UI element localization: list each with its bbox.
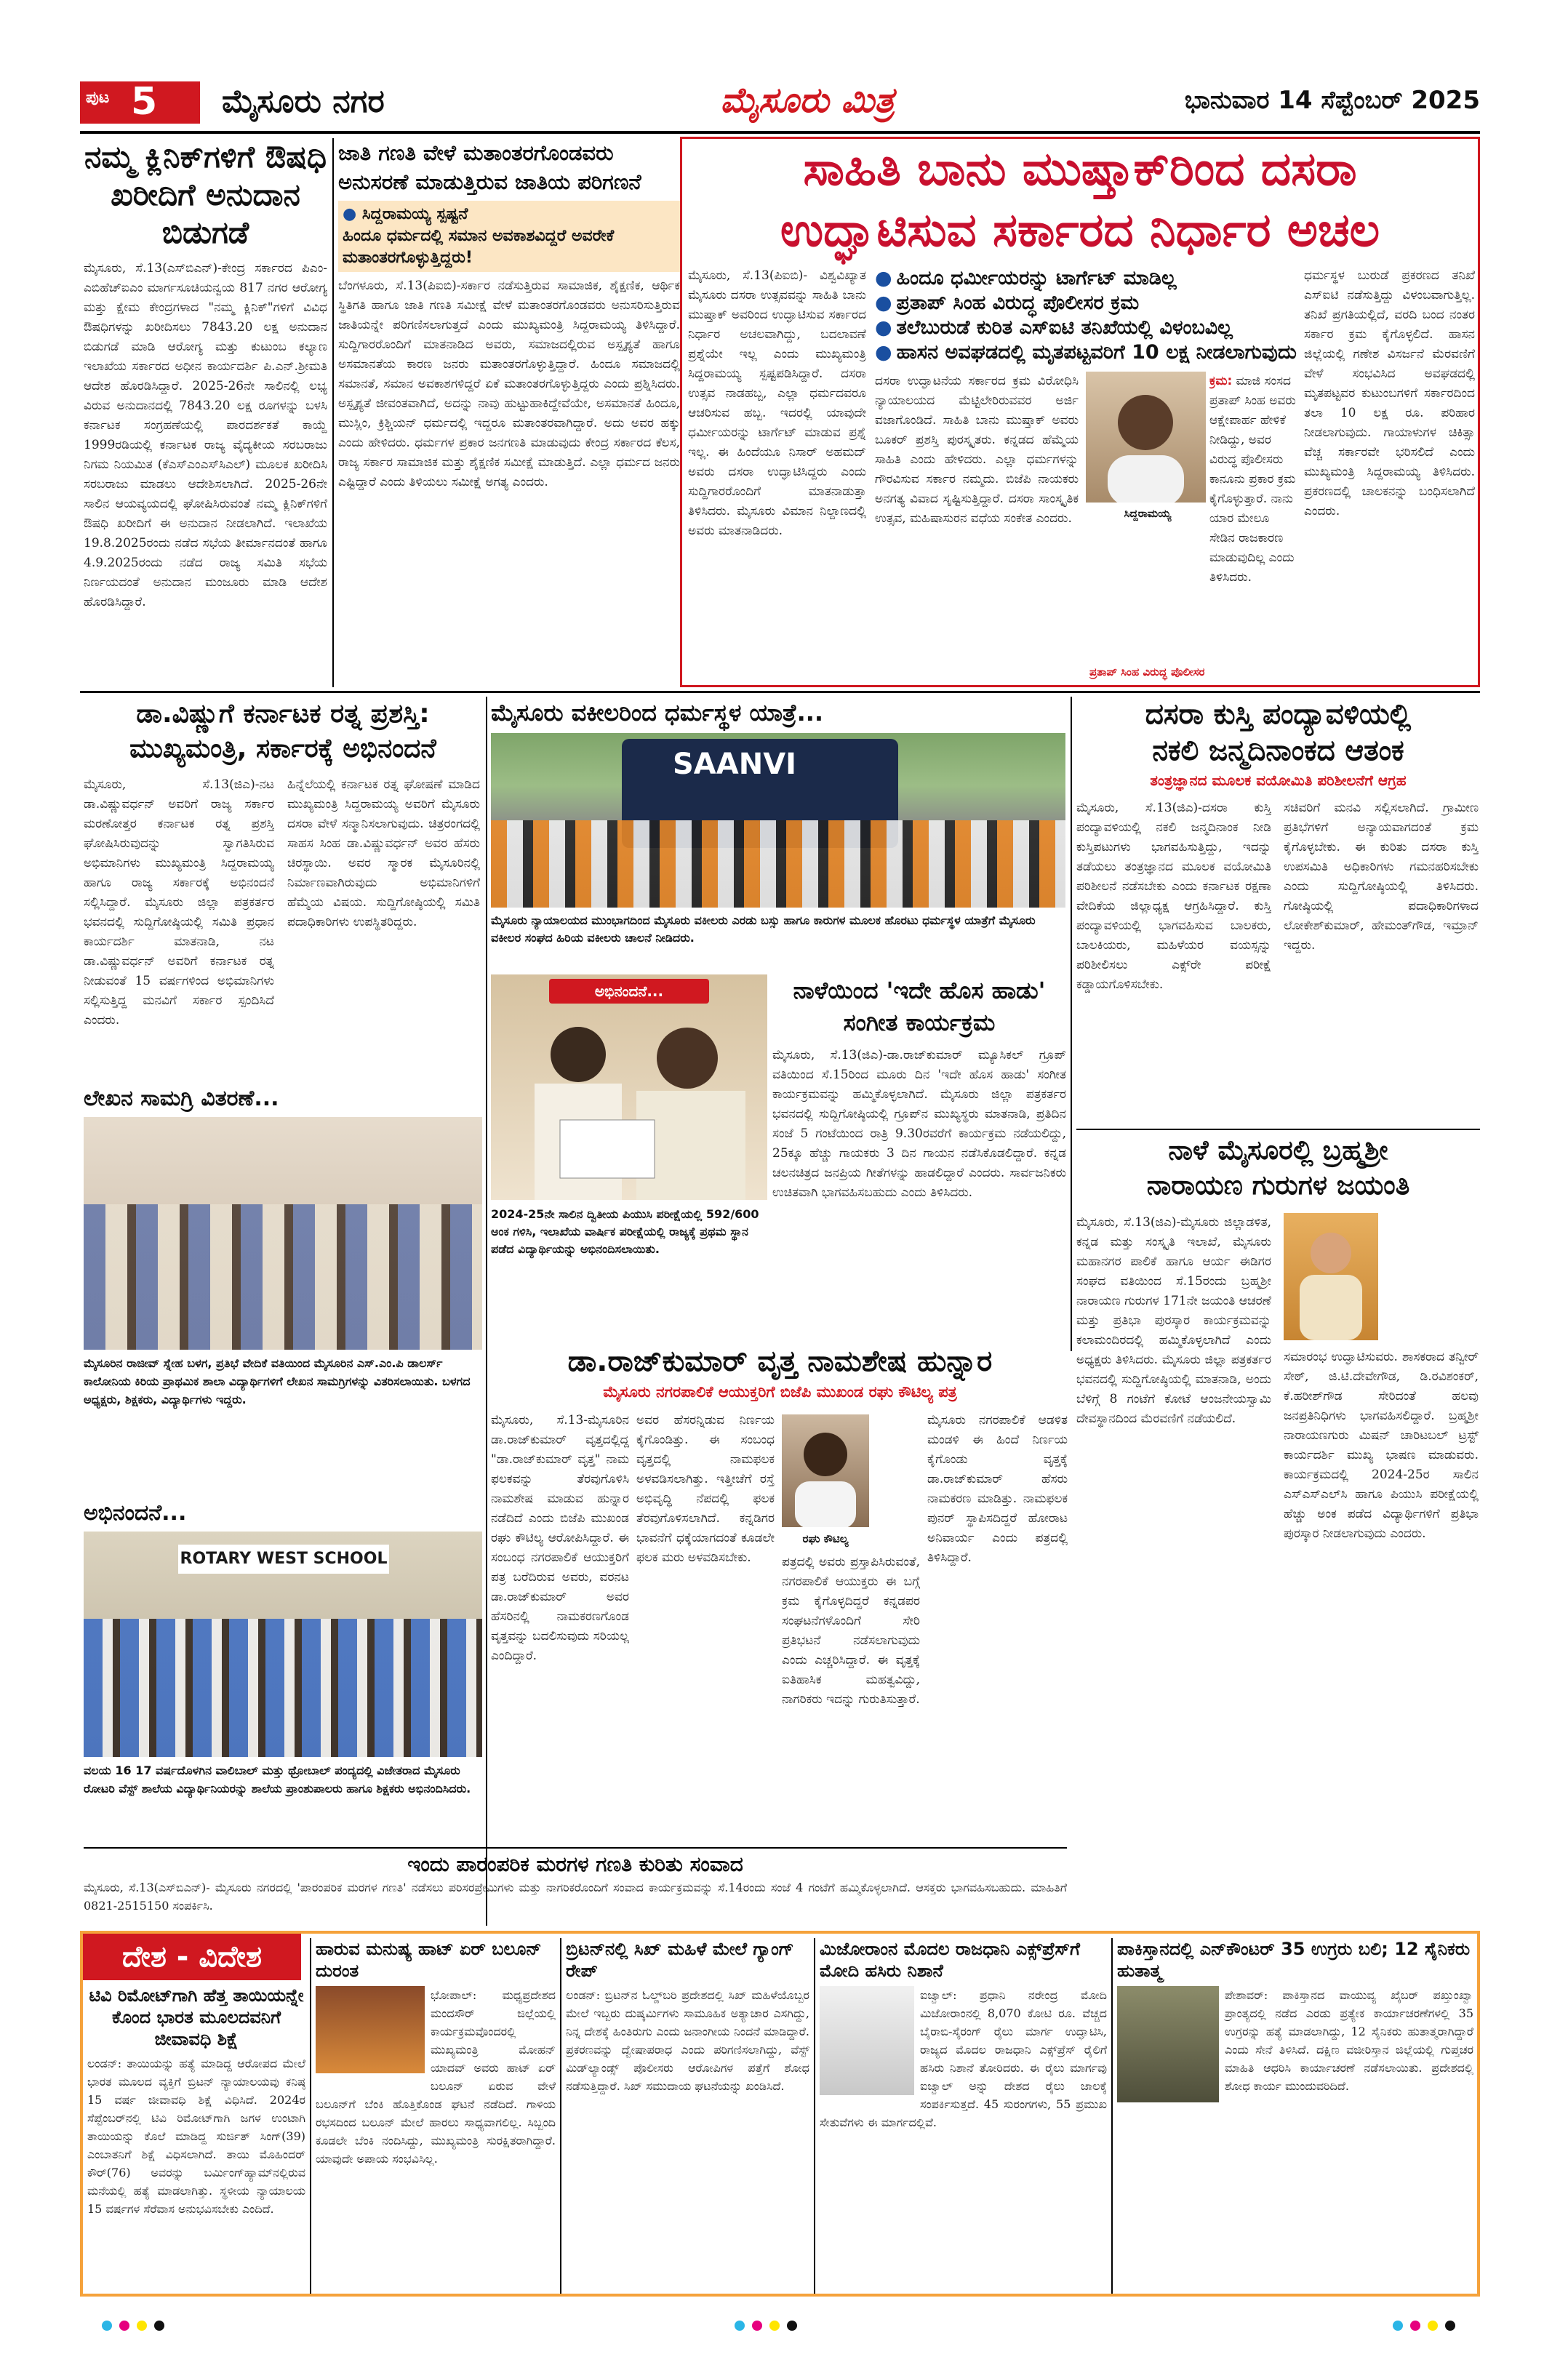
headline: ಮೈಸೂರು ವಕೀಲರಿಂದ ಧರ್ಮಸ್ಥಳ ಯಾತ್ರೆ... xyxy=(491,699,824,726)
bullet-2: ಹಿಂದೂ ಧರ್ಮದಲ್ಲಿ ಸಮಾನ ಅವಕಾಶವಿದ್ದರೆ ಅವರೇಕೆ ಮತಾಂತರಗೊಳ್ಳುತ್ತಿದ್ದರು! xyxy=(343,227,615,267)
col2: ಹಿನ್ನೆಲೆಯಲ್ಲಿ ಕರ್ನಾಟಕ ರತ್ನ ಘೋಷಣೆ ಮಾಡಿದ ಮುಖ್ಯಮಂತ್ರಿ ಸಿದ್ದರಾಮಯ್ಯ ಅವರಿಗೆ ಮೈಸೂರು ದಸರಾ ವೇಳೆ ಸನ್ಮಾನಿಸಲಾಗುವುದು. ಚಿತ್ರರಂಗದಲ್ಲಿ ಸಾಹಸ ಸಿಂಹ ಡಾ.ವಿಷ್ಣುವರ್ಧನ್ ಅವರ ಹೆಸರು ಚಿರಸ್ಥಾಯಿ. ಅವರ ಸ್ಮಾರಕ ಮೈಸೂರಿನಲ್ಲಿ ನಿರ್ಮಾಣವಾಗಿರುವುದು ಅಭಿಮಾನಿಗಳಿಗೆ ಹೆಮ್ಮೆಯ ವಿಷಯ. ಸುದ್ದಿಗೋಷ್ಠಿಯಲ್ಲಿ ಸಮಿತಿ ಪದಾಧಿಕಾರಿಗಳು ಉಪಸ್ಥಿತರಿದ್ದರು. xyxy=(287,777,480,929)
col1: ಮೈಸೂರು, ಸೆ.13-ಮೈಸೂರಿನ ಡಾ.ರಾಜ್‌ಕುಮಾರ್ ವೃತ್ತದಲ್ಲಿದ್ದ "ಡಾ.ರಾಜ್‌ಕುಮಾರ್ ವೃತ್ತ" ನಾಮ ಫಲಕವನ್ನು ತೆರವುಗೊಳಿಸಿ ನಾಮಶೇಷ ಮಾಡುವ ಹುನ್ನಾರ ನಡೆದಿದೆ ಎಂದು ಬಿಜೆಪಿ ಮುಖಂಡ ರಘು ಕೌಟಿಲ್ಯ ಆರೋಪಿಸಿದ್ದಾರೆ. ಈ ಸಂಬಂಧ ನಗರಪಾಲಿಕೆ ಆಯುಕ್ತರಿಗೆ ಪತ್ರ ಬರೆದಿರುವ ಅವರು, ವರನಟ ಡಾ.ರಾಜ್‌ಕುಮಾರ್ ಅವರ ಹೆಸರಿನಲ್ಲಿ ನಾಮಕರಣಗೊಂಡ ವೃತ್ತವನ್ನು ಬದಲಿಸುವುದು ಸರಿಯಲ್ಲ ಎಂದಿದ್ದಾರೆ. xyxy=(491,1413,629,1663)
body: ಬೆಂಗಳೂರು, ಸೆ.13(ಪಿಐಬಿ)-ಸರ್ಕಾರ ನಡೆಸುತ್ತಿರುವ ಸಾಮಾಜಿಕ, ಶೈಕ್ಷಣಿಕ, ಆರ್ಥಿಕ ಸ್ಥಿತಿಗತಿ ಹಾಗೂ ಜಾತಿ ಗಣತಿ ಸಮೀಕ್ಷೆ ವೇಳೆ ಮತಾಂತರಗೊಂಡವರು ಅನುಸರಿಸುತ್ತಿರುವ ಜಾತಿಯನ್ನೇ ಪರಿಗಣಿಸಲಾಗುತ್ತದೆ ಎಂದು ಮುಖ್ಯಮಂತ್ರಿ ಸಿದ್ದರಾಮಯ್ಯ ತಿಳಿಸಿದ್ದಾರೆ. ಸುದ್ದಿಗಾರರೊಂದಿಗೆ ಮಾತನಾಡಿದ ಅವರು, ಸಮಾಜದಲ್ಲಿರುವ ಅಸ್ಪೃಶ್ಯತೆ ಹಾಗೂ ಅಸಮಾನತೆಯ ಕಾರಣ ಜನರು ಮತಾಂತರಗೊಳ್ಳುತ್ತಿದ್ದಾರೆ. ಹಿಂದೂ ಸಮಾಜದಲ್ಲಿ ಸಮಾನತೆ, ಸಮಾನ ಅವಕಾಶಗಳಿದ್ದರೆ ಏಕೆ ಮತಾಂತರಗೊಳ್ಳುತ್ತಿದ್ದರು ಎಂದು ಪ್ರಶ್ನಿಸಿದರು. ಅಸ್ಪೃಶ್ಯತೆ ಜೀವಂತವಾಗಿದೆ, ಅದನ್ನು ನಾವು ಹುಟ್ಟುಹಾಕಿದ್ದೇವೆಯೇ, ಅಸಮಾನತೆ ಹಿಂದೂ, ಮುಸ್ಲಿಂ, ಕ್ರಿಶ್ಚಿಯನ್ ಧರ್ಮದಲ್ಲಿ ಇದ್ದರೂ ಮತಾಂತರವಾಗಿದ್ದಾರೆ. ಅದು ಅವರ ಹಕ್ಕು ಎಂದು ಹೇಳಿದರು. ಧರ್ಮಗಳ ಪ್ರಕಾರ ಜನಗಣತಿ ಮಾಡುವುದು ಕೇಂದ್ರ ಸರ್ಕಾರದ ಕೆಲಸ, ರಾಜ್ಯ ಸರ್ಕಾರ ಸಾಮಾಜಿಕ ಮತ್ತು ಶೈಕ್ಷಣಿಕ ಸಮೀಕ್ಷೆ ಮಾಡುತ್ತಿದೆ. ಎಲ್ಲಾ ಧರ್ಮದ ಜನರು ಎಷ್ಟಿದ್ದಾರೆ ಎಂದು ತಿಳಿಯಲು ಸಮೀಕ್ಷೆ ಅಗತ್ಯ ಎಂದರು. xyxy=(338,279,680,489)
bullet-list xyxy=(875,266,1297,365)
body: ಪೇಶಾವರ್: ಪಾಕಿಸ್ತಾನದ ವಾಯುವ್ಯ ಖೈಬರ್ ಪಖ್ತುಂಖ್ವಾ ಪ್ರಾಂತ್ಯದಲ್ಲಿ ನಡೆದ ಎರಡು ಪ್ರತ್ಯೇಕ ಕಾರ್ಯಾಚರಣೆಗಳಲ್ಲಿ 35 ಉಗ್ರರನ್ನು ಹತ್ಯೆ ಮಾಡಲಾಗಿದ್ದು, 12 ಸೈನಿಕರು ಹುತಾತ್ಮರಾಗಿದ್ದಾರೆ ಎಂದು ಸೇನೆ ತಿಳಿಸಿದೆ. ದಕ್ಷಿಣ ವಜೀರಿಸ್ತಾನ ಜಿಲ್ಲೆಯಲ್ಲಿ ಗುಪ್ತಚರ ಮಾಹಿತಿ ಆಧರಿಸಿ ಕಾರ್ಯಾಚರಣೆ ನಡೆಸಲಾಯಿತು. ಪ್ರದೇಶದಲ್ಲಿ ಶೋಧ ಕಾರ್ಯ ಮುಂದುವರಿದಿದೆ. xyxy=(1225,1988,1473,2093)
headline-line1: ಸಾಹಿತಿ ಬಾನು ಮುಷ್ತಾಕ್‌ರಿಂದ ದಸರಾ xyxy=(803,143,1357,196)
story-abhinandane-student xyxy=(491,974,767,1334)
caption: ಮೈಸೂರು ನ್ಯಾಯಾಲಯದ ಮುಂಭಾಗದಿಂದ ಮೈಸೂರು ವಕೀಲರು ಎರಡು ಬಸ್ಸು ಹಾಗೂ ಕಾರುಗಳ ಮೂಲಕ ಹೊರಟು ಧರ್ಮಸ್ಥಳ ಯಾತ್ರೆಗೆ ಮೈಸೂರು ವಕೀಲರ ಸಂಘದ ಹಿರಿಯ ವಕೀಲರು ಚಾಲನೆ ನೀಡಿದರು. xyxy=(491,913,1036,945)
headline: ಪಾಕಿಸ್ತಾನದಲ್ಲಿ ಎನ್‌ಕೌಂಟರ್ 35 ಉಗ್ರರು ಬಲಿ; 12 ಸೈನಿಕರು ಹುತಾತ್ಮ xyxy=(1117,1939,1471,1981)
bullet-1: ● ಸಿದ್ದರಾಮಯ್ಯ ಸ್ಪಷ್ಟನೆ xyxy=(343,205,468,223)
story-clinic xyxy=(84,138,327,687)
world-label xyxy=(83,1934,301,1980)
classroom-photo xyxy=(84,1117,482,1350)
headline: ಟಿವಿ ರಿಮೋಟ್‌ಗಾಗಿ ಹೆತ್ತ ತಾಯಿಯನ್ನೇ ಕೊಂದ ಭಾರತ ಮೂಲದವನಿಗೆ ಜೀವಾವಧಿ ಶಿಕ್ಷೆ xyxy=(89,1985,304,2049)
bullet-3: ● ತಲೆಬುರುಡೆ ಕುರಿತ ಎಸ್‌ಐಟಿ ತನಿಖೆಯಲ್ಲಿ ವಿಳಂಬವಿಲ್ಲ xyxy=(875,316,1297,340)
body: ಮೈಸೂರು, ಸೆ.13(ಎಸ್‌ಬಿಎನ್)-ಕೇಂದ್ರ ಸರ್ಕಾರದ ಪಿಎಂ-ಎಬಿಹೆಚ್‌ಐಎಂ ಮಾರ್ಗಸೂಚಿಯನ್ವಯ 817 ನಗರ ಆರೋಗ್ಯ ಮತ್ತು ಕ್ಷೇಮ ಕೇಂದ್ರಗಳಾದ "ನಮ್ಮ ಕ್ಲಿನಿಕ್"ಗಳಿಗೆ ವಿವಿಧ ಔಷಧಿಗಳನ್ನು ಖರೀದಿಸಲು 7843.20 ಲಕ್ಷ ಅನುದಾನ ಬಿಡುಗಡೆ ಮಾಡಿ ಆರೋಗ್ಯ ಮತ್ತು ಕುಟುಂಬ ಕಲ್ಯಾಣ ಇಲಾಖೆಯ ಸರ್ಕಾರದ ಅಧೀನ ಕಾರ್ಯದರ್ಶಿ ಪಿ.ಎನ್.ಶ್ರೀಮತಿ ಆದೇಶ ಹೊರಡಿಸಿದ್ದಾರೆ. 2025-26ನೇ ಸಾಲಿನಲ್ಲಿ ಲಭ್ಯ ವಿರುವ ಅನುದಾನದಲ್ಲಿ 7843.20 ಲಕ್ಷ ರೂಗಳನ್ನು ಬಳಸಿ ಕರ್ನಾಟಕ ಸಂಗ್ರಹಣೆಯಲ್ಲಿ ಪಾರದರ್ಶಕತೆ ಕಾಯ್ದೆ 1999ರಡಿಯಲ್ಲಿ ಕರ್ನಾಟಕ ರಾಜ್ಯ ವೈದ್ಯಕೀಯ ಸರಬರಾಜು ನಿಗಮ ನಿಯಮಿತ (ಕೆಎಸ್‌ಎಂಎಸ್‌ಸಿಎಲ್) ಮೂಲಕ ಖರೀದಿಸಿ ಸರಬರಾಜು ಮಾಡಲು ಆದೇಶಿಸಲಾಗಿದೆ. 2025-26ನೇ ಸಾಲಿನ ಆಯವ್ಯಯದಲ್ಲಿ ಘೋಷಿಸಿರುವಂತೆ ನಮ್ಮ ಕ್ಲಿನಿಕ್‌ಗಳಿಗೆ ಔಷಧಿ ಖರೀದಿಗೆ ಈ ಅನುದಾನ ನೀಡಲಾಗಿದೆ. ಇಲಾಖೆಯ 19.8.2025ರಂದು ನಡೆದ ಸಭೆಯ ತೀರ್ಮಾನದಂತೆ ಹಾಗೂ 4.9.2025ರಂದು ನಡೆದ ರಾಜ್ಯ ಸಮಿತಿ ಸಭೆಯ ನಿರ್ಣಯದಂತೆ ಅನುದಾನ ಮಂಜೂರು ಮಾಡಿ ಆದೇಶ ಹೊರಡಿಸಿದ್ದಾರೆ. xyxy=(84,261,327,609)
row1-rule xyxy=(80,691,1480,693)
headline-line2: ಉದ್ಘಾಟಿಸುವ ಸರ್ಕಾರದ ನಿರ್ಧಾರ ಅಚಲ xyxy=(780,204,1380,257)
page-label: ಪುಟ xyxy=(86,89,110,107)
kusti-rule xyxy=(1076,1129,1480,1130)
soldiers-photo xyxy=(1117,1986,1219,2102)
rotary-photo xyxy=(84,1532,482,1757)
bus-banner: SAANVI xyxy=(673,748,797,781)
story-kusti xyxy=(1076,697,1480,1126)
bullets xyxy=(338,201,680,272)
masthead xyxy=(80,79,1480,128)
headline: ಡಾ.ರಾಜ್‌ಕುಮಾರ್ ವೃತ್ತ ನಾಮಶೇಷ ಹುನ್ನಾರ xyxy=(567,1345,993,1378)
col4: ಮೈಸೂರು ನಗರಪಾಲಿಕೆ ಆಡಳಿತ ಮಂಡಳಿ ಈ ಹಿಂದೆ ನಿರ್ಣಯ ಕೈಗೊಂಡು ವೃತ್ತಕ್ಕೆ ಡಾ.ರಾಜ್‌ಕುಮಾರ್ ಹೆಸರು ನಾಮಕರಣ ಮಾಡಿತ್ತು. ನಾಮಫಲಕ ಪುನರ್ ಸ್ಥಾಪಿಸದಿದ್ದರೆ ಹೋರಾಟ ಅನಿವಾರ್ಯ ಎಂದು ಪತ್ರದಲ್ಲಿ ತಿಳಿಸಿದ್ದಾರೆ. xyxy=(927,1413,1068,1565)
headline-line2: ನಾರಾಯಣ ಗುರುಗಳ ಜಯಂತಿ xyxy=(1146,1169,1410,1201)
col2: ದಸರಾ ಉದ್ಘಾಟನೆಯ ಸರ್ಕಾರದ ಕ್ರಮ ವಿರೋಧಿಸಿ ನ್ಯಾಯಾಲಯದ ಮೆಟ್ಟಿಲೇರಿರುವವರ ಅರ್ಜಿ ವಜಾಗೊಂಡಿದೆ. ಸಾಹಿತಿ ಬಾನು ಮುಷ್ತಾಕ್ ಅವರು ಬೂಕರ್ ಪ್ರಶಸ್ತಿ ಪುರಸ್ಕೃತರು. ಕನ್ನಡದ ಹೆಮ್ಮೆಯ ಸಾಹಿತಿ ಎಂದು ಹೇಳಿದರು. ಎಲ್ಲಾ ಧರ್ಮಗಳನ್ನು ಗೌರವಿಸುವ ಸರ್ಕಾರ ನಮ್ಮದು. ಬಿಜೆಪಿ ನಾಯಕರು ಅನಗತ್ಯ ವಿವಾದ ಸೃಷ್ಟಿಸುತ್ತಿದ್ದಾರೆ. ದಸರಾ ಸಾಂಸ್ಕೃತಿಕ ಉತ್ಸವ, ಮಹಿಷಾಸುರನ ವಧೆಯ ಸಂಕೇತ ಎಂದರು. xyxy=(875,374,1079,526)
headline-line1: ದಸರಾ ಕುಸ್ತಿ ಪಂದ್ಯಾವಳಿಯಲ್ಲಿ xyxy=(1145,698,1412,731)
portrait-icon xyxy=(1086,372,1206,503)
body: ಮೈಸೂರು, ಸೆ.13(ಎಸ್‌ಬಿಎನ್)- ಮೈಸೂರು ನಗರದಲ್ಲಿ 'ಪಾರಂಪರಿಕ ಮರಗಳ ಗಣತಿ' ನಡೆಸಲು ಪರಿಸರಪ್ರೇಮಿಗಳು ಮತ್ತು ನಾಗರಿಕರೊಂದಿಗೆ ಸಂವಾದ ಕಾರ್ಯಕ್ರಮವನ್ನು ಸೆ.14ರಂದು ಸಂಜೆ 4 ಗಂಟೆಗೆ ಹಮ್ಮಿಕೊಳ್ಳಲಾಗಿದೆ. ಆಸಕ್ತರು ಭಾಗವಹಿಸಬಹುದು. ಮಾಹಿತಿಗೆ 0821-2515150 ಸಂಪರ್ಕಿಸಿ. xyxy=(84,1881,1067,1913)
col2: ಸಚಿವರಿಗೆ ಮನವಿ ಸಲ್ಲಿಸಲಾಗಿದೆ. ಗ್ರಾಮೀಣ ಪ್ರತಿಭೆಗಳಿಗೆ ಅನ್ಯಾಯವಾಗದಂತೆ ಕ್ರಮ ಕೈಗೊಳ್ಳಬೇಕು. ಈ ಕುರಿತು ದಸರಾ ಕುಸ್ತಿ ಉಪಸಮಿತಿ ಅಧಿಕಾರಿಗಳು ಗಮನಹರಿಸಬೇಕು ಎಂದು ಸುದ್ದಿಗೋಷ್ಠಿಯಲ್ಲಿ ತಿಳಿಸಿದರು. ಗೋಷ್ಠಿಯಲ್ಲಿ ಪದಾಧಿಕಾರಿಗಳಾದ ಲೋಕೇಶ್‌ಕುಮಾರ್, ಹೇಮಂತ್‌ಗೌಡ, ಇಮ್ರಾನ್ ಇದ್ದರು. xyxy=(1284,801,1479,953)
headline: ಅಭಿನಂದನೆ... xyxy=(84,1500,187,1526)
headline-line1: ನಾಳೆ ಮೈಸೂರಲ್ಲಿ ಬ್ರಹ್ಮಶ್ರೀ xyxy=(1168,1134,1388,1166)
guru-photo xyxy=(1284,1213,1378,1340)
student-photo xyxy=(491,974,767,1200)
col-divider xyxy=(332,138,334,687)
crime-lead: ಕ್ರಮ: xyxy=(1209,374,1233,388)
cm-photo xyxy=(1086,372,1206,503)
raghu-photo xyxy=(782,1414,869,1527)
team-row xyxy=(84,1619,482,1757)
registration-marks-right xyxy=(1393,2320,1463,2334)
sidebar-caption: ಪ್ರತಾಪ್ ಸಿಂಹ ವಿರುದ್ಧ ಪೊಲೀಸರ xyxy=(1089,665,1205,678)
group-photo xyxy=(491,733,1065,908)
issue-date: ಭಾನುವಾರ 14 ಸೆಪ್ಟೆಂಬರ್ 2025 xyxy=(1184,86,1480,115)
raghu-portrait-icon xyxy=(782,1414,869,1527)
story-rotary xyxy=(84,1498,482,1840)
world-story-4 xyxy=(820,1938,1107,2294)
world-divider xyxy=(560,1938,561,2294)
bullet-4: ● ಹಾಸನ ಅವಘಡದಲ್ಲಿ ಮೃತಪಟ್ಟವರಿಗೆ 10 ಲಕ್ಷ ನೀಡಲಾಗುವುದು xyxy=(875,340,1297,365)
caption: ಮೈಸೂರಿನ ರಾಜೀವ್ ಸ್ನೇಹ ಬಳಗ, ಪ್ರತಿಭೆ ವೇದಿಕೆ ವತಿಯಿಂದ ಮೈಸೂರಿನ ಎಸ್.ಎಂ.ಪಿ ಡಾಲರ್ಸ್ ಕಾಲೋನಿಯ ಕಿರಿಯ ಪ್ರಾಥಮಿಕ ಶಾಲಾ ವಿದ್ಯಾರ್ಥಿಗಳಿಗೆ ಲೇಖನ ಸಾಮಗ್ರಿಗಳನ್ನು ವಿತರಿಸಲಾಯಿತು. ಬಳಗದ ಅಧ್ಯಕ್ಷರು, ಶಿಕ್ಷಕರು, ವಿದ್ಯಾರ್ಥಿಗಳು ಇದ್ದರು. xyxy=(84,1356,471,1406)
col2: ಅವರ ಹೆಸರನ್ನಿಡುವ ನಿರ್ಣಯ ಕೈಗೊಂಡಿತ್ತು. ಈ ಸಂಬಂಧ ವೃತ್ತದಲ್ಲಿ ನಾಮಫಲಕ ಅಳವಡಿಸಲಾಗಿತ್ತು. ಇತ್ತೀಚೆಗೆ ರಸ್ತೆ ಅಭಿವೃದ್ಧಿ ನೆಪದಲ್ಲಿ ಫಲಕ ತೆರವುಗೊಳಿಸಲಾಗಿದೆ. ಕನ್ನಡಿಗರ ಭಾವನೆಗೆ ಧಕ್ಕೆಯಾಗದಂತೆ ಕೂಡಲೇ ಫಲಕ ಮರು ಅಳವಡಿಸಬೇಕು. xyxy=(636,1413,775,1565)
story-song xyxy=(772,974,1066,1334)
guru-portrait-icon xyxy=(1284,1213,1378,1340)
world-section xyxy=(80,1931,1480,2297)
world-story-2 xyxy=(316,1938,556,2294)
bullet-1: ● ಹಿಂದೂ ಧರ್ಮೀಯರನ್ನು ಟಾರ್ಗೆಟ್ ಮಾಡಿಲ್ಲ xyxy=(875,266,1297,291)
body: ಭೋಪಾಲ್: ಮಧ್ಯಪ್ರದೇಶದ ಮಂದಸೌರ್ ಜಿಲ್ಲೆಯಲ್ಲಿ ಕಾರ್ಯಕ್ರಮವೊಂದರಲ್ಲಿ ಮುಖ್ಯಮಂತ್ರಿ ಮೋಹನ್ ಯಾದವ್ ಅವರು ಹಾಟ್ ಏರ್ ಬಲೂನ್ ಏರುವ ವೇಳೆ ಬಲೂನ್‌ಗೆ ಬೆಂಕಿ ಹೊತ್ತಿಕೊಂಡ ಘಟನೆ ನಡೆದಿದೆ. ಗಾಳಿಯ ರಭಸದಿಂದ ಬಲೂನ್ ಮೇಲೆ ಹಾರಲು ಸಾಧ್ಯವಾಗಲಿಲ್ಲ. ಸಿಬ್ಬಂದಿ ಕೂಡಲೇ ಬೆಂಕಿ ನಂದಿಸಿದ್ದು, ಮುಖ್ಯಮಂತ್ರಿ ಸುರಕ್ಷಿತರಾಗಿದ್ದಾರೆ. ಯಾವುದೇ ಅಪಾಯ ಸಂಭವಿಸಿಲ್ಲ. xyxy=(316,1988,556,2166)
col3: ಪತ್ರದಲ್ಲಿ ಅವರು ಪ್ರಸ್ತಾಪಿಸಿರುವಂತೆ, ನಗರಪಾಲಿಕೆ ಆಯುಕ್ತರು ಈ ಬಗ್ಗೆ ಕ್ರಮ ಕೈಗೊಳ್ಳದಿದ್ದರೆ ಕನ್ನಡಪರ ಸಂಘಟನೆಗಳೊಂದಿಗೆ ಸೇರಿ ಪ್ರತಿಭಟನೆ ನಡೆಸಲಾಗುವುದು ಎಂದು ಎಚ್ಚರಿಸಿದ್ದಾರೆ. ಈ ವೃತ್ತಕ್ಕೆ ಐತಿಹಾಸಿಕ ಮಹತ್ವವಿದ್ದು, ನಾಗರಿಕರು ಇದನ್ನು ಗುರುತಿಸುತ್ತಾರೆ. xyxy=(782,1555,920,1707)
student-figures-icon xyxy=(491,974,767,1200)
page-number: 5 xyxy=(131,80,158,124)
registration-marks-center xyxy=(735,2320,804,2334)
masthead-rule xyxy=(80,131,1480,134)
modi-photo xyxy=(820,1986,914,2095)
body: ಲಂಡನ್: ತಾಯಿಯನ್ನು ಹತ್ಯೆ ಮಾಡಿದ್ದ ಆರೋಪದ ಮೇಲೆ ಭಾರತ ಮೂಲದ ವ್ಯಕ್ತಿಗೆ ಬ್ರಿಟನ್ ನ್ಯಾಯಾಲಯವು ಕನಿಷ್ಠ 15 ವರ್ಷ ಜೀವಾವಧಿ ಶಿಕ್ಷೆ ವಿಧಿಸಿದೆ. 2024ರ ಸೆಪ್ಟೆಂಬರ್‌ನಲ್ಲಿ ಟಿವಿ ರಿಮೋಟ್‌ಗಾಗಿ ಜಗಳ ಉಂಟಾಗಿ ತಾಯಿಯನ್ನು ಕೊಲೆ ಮಾಡಿದ್ದ ಸುರ್ಜಿತ್ ಸಿಂಗ್(39) ಎಂಬಾತನಿಗೆ ಶಿಕ್ಷೆ ವಿಧಿಸಲಾಗಿದೆ. ತಾಯಿ ಮೊಹಿಂದರ್ ಕೌರ್(76) ಅವರನ್ನು ಬರ್ಮಿಂಗ್‌ಹ್ಯಾಮ್‌ನಲ್ಲಿರುವ ಮನೆಯಲ್ಲಿ ಹತ್ಯೆ ಮಾಡಲಾಗಿತ್ತು. ಸ್ಥಳೀಯ ನ್ಯಾಯಾಲಯ 15 ವರ್ಷಗಳ ಸೆರೆವಾಸ ಅನುಭವಿಸಬೇಕು ಎಂದಿದೆ. xyxy=(87,2057,305,2216)
world-divider xyxy=(310,1938,311,2294)
headline: ನಾಳೆಯಿಂದ 'ಇದೇ ಹೊಸ ಹಾಡು' ಸಂಗೀತ ಕಾರ್ಯಕ್ರಮ xyxy=(793,977,1046,1036)
story-dharmasthala xyxy=(491,697,1065,966)
headline: ಲೇಖನ ಸಾಮಗ್ರಿ ವಿತರಣೆ... xyxy=(84,1086,279,1111)
students-row xyxy=(84,1204,482,1350)
headline: ಮಿಜೋರಾಂನ ಮೊದಲ ರಾಜಧಾನಿ ಎಕ್ಸ್‌ಪ್ರೆಸ್‌ಗೆ ಮೋದಿ ಹಸಿರು ನಿಶಾನೆ xyxy=(820,1939,1080,1981)
col1: ಮೈಸೂರು, ಸೆ.13(ಜಿಎ)-ಮೈಸೂರು ಜಿಲ್ಲಾಡಳಿತ, ಕನ್ನಡ ಮತ್ತು ಸಂಸ್ಕೃತಿ ಇಲಾಖೆ, ಮೈಸೂರು ಮಹಾನಗರ ಪಾಲಿಕೆ ಹಾಗೂ ಆರ್ಯ ಈಡಿಗರ ಸಂಘದ ವತಿಯಿಂದ ಸೆ.15ರಂದು ಬ್ರಹ್ಮಶ್ರೀ ನಾರಾಯಣ ಗುರುಗಳ 171ನೇ ಜಯಂತಿ ಆಚರಣೆ ಮತ್ತು ಪ್ರತಿಭಾ ಪುರಸ್ಕಾರ ಕಾರ್ಯಕ್ರಮವನ್ನು ಕಲಾಮಂದಿರದಲ್ಲಿ ಹಮ್ಮಿಕೊಳ್ಳಲಾಗಿದೆ ಎಂದು ಅಧ್ಯಕ್ಷರು ತಿಳಿಸಿದರು. ಮೈಸೂರು ಜಿಲ್ಲಾ ಪತ್ರಕರ್ತರ ಭವನದಲ್ಲಿ ಸುದ್ದಿಗೋಷ್ಠಿಯಲ್ಲಿ ಮಾತನಾಡಿ, ಅಂದು ಬೆಳಿಗ್ಗೆ 8 ಗಂಟೆಗೆ ಕೋಟೆ ಆಂಜನೇಯಸ್ವಾಮಿ ದೇವಸ್ಥಾನದಿಂದ ಮೆರವಣಿಗೆ ನಡೆಯಲಿದೆ. xyxy=(1076,1215,1271,1426)
story-census xyxy=(84,1851,1067,1923)
world-story-3 xyxy=(566,1938,809,2294)
photo-tag: ಅಭಿನಂದನೆ... xyxy=(549,979,709,1004)
headline: ಇಂದು ಪಾರಂಪರಿಕ ಮರಗಳ ಗಣತಿ ಕುರಿತು ಸಂವಾದ xyxy=(407,1852,743,1876)
story-caste xyxy=(338,138,680,687)
paper-logo: ಮೈಸೂರು ಮಿತ್ರ xyxy=(720,80,895,121)
cm-photo-caption: ಸಿದ್ದರಾಮಯ್ಯ xyxy=(1124,507,1172,520)
crime-block xyxy=(1209,372,1297,681)
headline: ಡಾ.ವಿಷ್ಣುಗೆ ಕರ್ನಾಟಕ ರತ್ನ ಪ್ರಶಸ್ತಿ: ಮುಖ್ಯಮಂತ್ರಿ, ಸರ್ಕಾರಕ್ಕೆ ಅಭಿನಂದನೆ xyxy=(129,699,436,764)
col2: ಸಮಾರಂಭ ಉದ್ಘಾಟಿಸುವರು. ಶಾಸಕರಾದ ತನ್ವೀರ್ ಸೇಠ್, ಜಿ.ಟಿ.ದೇವೇಗೌಡ, ಡಿ.ರವಿಶಂಕರ್, ಕೆ.ಹರೀಶ್‌ಗೌಡ ಸೇರಿದಂತೆ ಹಲವು ಜನಪ್ರತಿನಿಧಿಗಳು ಭಾಗವಹಿಸಲಿದ್ದಾರೆ. ಬ್ರಹ್ಮಶ್ರೀ ನಾರಾಯಣಗುರು ಮಿಷನ್ ಚಾರಿಟಬಲ್ ಟ್ರಸ್ಟ್ ಕಾರ್ಯದರ್ಶಿ ಮುಖ್ಯ ಭಾಷಣ ಮಾಡುವರು. ಕಾರ್ಯಕ್ರಮದಲ್ಲಿ 2024-25ರ ಸಾಲಿನ ಎಸ್‌ಎಸ್‌ಎಲ್‌ಸಿ ಹಾಗೂ ಪಿಯುಸಿ ಪರೀಕ್ಷೆಯಲ್ಲಿ ಹೆಚ್ಚು ಅಂಕ ಪಡೆದ ವಿದ್ಯಾರ್ಥಿಗಳಿಗೆ ಪ್ರತಿಭಾ ಪುರಸ್ಕಾರ ನೀಡಲಾಗುವುದು ಎಂದರು. xyxy=(1284,1350,1479,1541)
body: ಲಂಡನ್: ಬ್ರಿಟನ್‌ನ ಓಲ್ಡ್‌ಬರಿ ಪ್ರದೇಶದಲ್ಲಿ ಸಿಖ್ ಮಹಿಳೆಯೊಬ್ಬರ ಮೇಲೆ ಇಬ್ಬರು ದುಷ್ಕರ್ಮಿಗಳು ಸಾಮೂಹಿಕ ಅತ್ಯಾಚಾರ ಎಸಗಿದ್ದು, ನಿನ್ನ ದೇಶಕ್ಕೆ ಹಿಂತಿರುಗು ಎಂದು ಜನಾಂಗೀಯ ನಿಂದನೆ ಮಾಡಿದ್ದಾರೆ. ಪ್ರಕರಣವನ್ನು ದ್ವೇಷಾಪರಾಧ ಎಂದು ಪರಿಗಣಿಸಲಾಗಿದ್ದು, ವೆಸ್ಟ್ ಮಿಡ್‌ಲ್ಯಾಂಡ್ಸ್ ಪೊಲೀಸರು ಆರೋಪಿಗಳ ಪತ್ತೆಗೆ ಶೋಧ ನಡೆಸುತ್ತಿದ್ದಾರೆ. ಸಿಖ್ ಸಮುದಾಯ ಘಟನೆಯನ್ನು ಖಂಡಿಸಿದೆ. xyxy=(566,1988,809,2093)
body: ಮೈಸೂರು, ಸೆ.13(ಜಿಎ)-ಡಾ.ರಾಜ್‌ಕುಮಾರ್ ಮ್ಯೂಸಿಕಲ್ ಗ್ರೂಪ್ ವತಿಯಿಂದ ಸೆ.15ರಿಂದ ಮೂರು ದಿನ 'ಇದೇ ಹೊಸ ಹಾಡು' ಸಂಗೀತ ಕಾರ್ಯಕ್ರಮವನ್ನು ಹಮ್ಮಿಕೊಳ್ಳಲಾಗಿದೆ. ಮೈಸೂರು ಜಿಲ್ಲಾ ಪತ್ರಕರ್ತರ ಭವನದಲ್ಲಿ ಸುದ್ದಿಗೋಷ್ಠಿಯಲ್ಲಿ ಗ್ರೂಪ್‌ನ ಮುಖ್ಯಸ್ಥರು ಮಾತನಾಡಿ, ಪ್ರತಿದಿನ ಸಂಜೆ 5 ಗಂಟೆಯಿಂದ ರಾತ್ರಿ 9.30ರವರೆಗೆ ಕಾರ್ಯಕ್ರಮ ನಡೆಯಲಿದ್ದು, 25ಕ್ಕೂ ಹೆಚ್ಚು ಗಾಯಕರು 3 ದಿನ ಗಾಯನ ನಡೆಸಿಕೊಡಲಿದ್ದಾರೆ. ಕನ್ನಡ ಚಲನಚಿತ್ರದ ಜನಪ್ರಿಯ ಗೀತೆಗಳನ್ನು ಹಾಡಲಿದ್ದಾರೆ ಎಂದರು. ಸಾರ್ವಜನಿಕರು ಉಚಿತವಾಗಿ ಭಾಗವಹಿಸಬಹುದು ಎಂದು ತಿಳಿಸಿದರು. xyxy=(772,1048,1066,1200)
caption: ವಲಯ 16 17 ವರ್ಷದೊಳಗಿನ ವಾಲಿಬಾಲ್ ಮತ್ತು ಥ್ರೋಬಾಲ್ ಪಂದ್ಯದಲ್ಲಿ ವಿಜೇತರಾದ ಮೈಸೂರು ರೋಟರಿ ವೆಸ್ಟ್ ಶಾಲೆಯ ವಿದ್ಯಾರ್ಥಿನಿಯರನ್ನು ಶಾಲೆಯ ಪ್ರಾಂಶುಪಾಲರು ಹಾಗೂ ಶಿಕ್ಷಕರು ಅಭಿನಂದಿಸಿದರು. xyxy=(84,1764,471,1795)
registration-marks-left xyxy=(102,2320,172,2334)
subhead: ಮೈಸೂರು ನಗರಪಾಲಿಕೆ ಆಯುಕ್ತರಿಗೆ ಬಿಜೆಪಿ ಮುಖಂಡ ರಘು ಕೌಟಿಲ್ಯ ಪತ್ರ xyxy=(603,1383,957,1401)
story-brahmashree xyxy=(1076,1133,1480,1951)
world-divider xyxy=(1111,1938,1113,2294)
col3: ಧರ್ಮಸ್ಥಳ ಬುರುಡೆ ಪ್ರಕರಣದ ತನಿಖೆ ಎಸ್‌ಐಟಿ ನಡೆಸುತ್ತಿದ್ದು ವಿಳಂಬವಾಗುತ್ತಿಲ್ಲ. ತನಿಖೆ ಪ್ರಗತಿಯಲ್ಲಿದೆ, ವರದಿ ಬಂದ ನಂತರ ಸರ್ಕಾರ ಕ್ರಮ ಕೈಗೊಳ್ಳಲಿದೆ. ಹಾಸನ ಜಿಲ್ಲೆಯಲ್ಲಿ ಗಣೇಶ ವಿಸರ್ಜನೆ ಮೆರವಣಿಗೆ ವೇಳೆ ಸಂಭವಿಸಿದ ಅವಘಡದಲ್ಲಿ ಮೃತಪಟ್ಟವರ ಕುಟುಂಬಗಳಿಗೆ ಸರ್ಕಾರದಿಂದ ತಲಾ 10 ಲಕ್ಷ ರೂ. ಪರಿಹಾರ ನೀಡಲಾಗುವುದು. ಗಾಯಾಳುಗಳ ಚಿಕಿತ್ಸಾ ವೆಚ್ಚ ಸರ್ಕಾರವೇ ಭರಿಸಲಿದೆ ಎಂದು ಮುಖ್ಯಮಂತ್ರಿ ಸಿದ್ದರಾಮಯ್ಯ ತಿಳಿಸಿದರು. ಪ್ರಕರಣದಲ್ಲಿ ಚಾಲಕನನ್ನು ಬಂಧಿಸಲಾಗಿದೆ ಎಂದರು. xyxy=(1304,268,1475,519)
raghu-caption: ರಘು ಕೌಟಿಲ್ಯ xyxy=(802,1532,849,1545)
col1: ಮೈಸೂರು, ಸೆ.13(ಪಿಐಬಿ)- ವಿಶ್ವವಿಖ್ಯಾತ ಮೈಸೂರು ದಸರಾ ಉತ್ಸವವನ್ನು ಸಾಹಿತಿ ಬಾನು ಮುಷ್ತಾಕ್ ಅವರಿಂದ ಉದ್ಘಾಟಿಸುವ ಸರ್ಕಾರದ ನಿರ್ಧಾರ ಅಚಲವಾಗಿದ್ದು, ಬದಲಾವಣೆ ಪ್ರಶ್ನೆಯೇ ಇಲ್ಲ ಎಂದು ಮುಖ್ಯಮಂತ್ರಿ ಸಿದ್ದರಾಮಯ್ಯ ಸ್ಪಷ್ಟಪಡಿಸಿದ್ದಾರೆ. ದಸರಾ ಉತ್ಸವ ನಾಡಹಬ್ಬ, ಎಲ್ಲಾ ಧರ್ಮದವರೂ ಆಚರಿಸುವ ಹಬ್ಬ. ಇದರಲ್ಲಿ ಯಾವುದೇ ಧರ್ಮೀಯರನ್ನು ಟಾರ್ಗೆಟ್ ಮಾಡುವ ಪ್ರಶ್ನೆ ಇಲ್ಲ. ಈ ಹಿಂದೆಯೂ ನಿಸಾರ್ ಅಹಮದ್ ಅವರು ದಸರಾ ಉದ್ಘಾಟಿಸಿದ್ದರು ಎಂದು ಸುದ್ದಿಗಾರರೊಂದಿಗೆ ಮಾತನಾಡುತ್ತಾ ತಿಳಿಸಿದರು. ಮೈಸೂರು ವಿಮಾನ ನಿಲ್ದಾಣದಲ್ಲಿ ಅವರು ಮಾತನಾಡಿದರು. xyxy=(688,268,866,538)
headline: ಹಾರುವ ಮನುಷ್ಯ ಹಾಟ್ ಏರ್ ಬಲೂನ್ ದುರಂತ xyxy=(316,1939,542,1981)
crime-body: ಮಾಜಿ ಸಂಸದ ಪ್ರತಾಪ್ ಸಿಂಹ ಅವರು ಆಕ್ಷೇಪಾರ್ಹ ಹೇಳಿಕೆ ನೀಡಿದ್ದು, ಅವರ ವಿರುದ್ಧ ಪೊಲೀಸರು ಕಾನೂನು ಪ್ರಕಾರ ಕ್ರಮ ಕೈಗೊಳ್ಳುತ್ತಾರೆ. ನಾನು ಯಾರ ಮೇಲೂ ಸೇಡಿನ ರಾಜಕಾರಣ ಮಾಡುವುದಿಲ್ಲ ಎಂದು ತಿಳಿಸಿದರು. xyxy=(1209,374,1296,585)
world-story-5 xyxy=(1117,1938,1473,2294)
balloon-photo xyxy=(316,1986,425,2073)
world-story-1 xyxy=(87,1985,305,2294)
bullet-2: ● ಪ್ರತಾಪ್ ಸಿಂಹ ವಿರುದ್ಧ ಪೊಲೀಸರ ಕ್ರಮ xyxy=(875,291,1297,316)
headline: ಜಾತಿ ಗಣತಿ ವೇಳೆ ಮತಾಂತರಗೊಂಡವರು ಅನುಸರಣೆ ಮಾಡುತ್ತಿರುವ ಜಾತಿಯ ಪರಿಗಣನೆ xyxy=(338,140,641,194)
col1: ಮೈಸೂರು, ಸೆ.13(ಜಿಎ)-ನಟ ಡಾ.ವಿಷ್ಣುವರ್ಧನ್ ಅವರಿಗೆ ರಾಜ್ಯ ಸರ್ಕಾರ ಮರಣೋತ್ತರ ಕರ್ನಾಟಕ ರತ್ನ ಪ್ರಶಸ್ತಿ ಘೋಷಿಸಿರುವುದನ್ನು ಸ್ವಾಗತಿಸಿರುವ ಅಭಿಮಾನಿಗಳು ಮುಖ್ಯಮಂತ್ರಿ ಸಿದ್ದರಾಮಯ್ಯ ಹಾಗೂ ರಾಜ್ಯ ಸರ್ಕಾರಕ್ಕೆ ಅಭಿನಂದನೆ ಸಲ್ಲಿಸಿದ್ದಾರೆ. ಮೈಸೂರು ಜಿಲ್ಲಾ ಪತ್ರಕರ್ತರ ಭವನದಲ್ಲಿ ಸುದ್ದಿಗೋಷ್ಠಿಯಲ್ಲಿ ಸಮಿತಿ ಪ್ರಧಾನ ಕಾರ್ಯದರ್ಶಿ ಮಾತನಾಡಿ, ನಟ ಡಾ.ವಿಷ್ಣುವರ್ಧನ್ ಅವರಿಗೆ ಕರ್ನಾಟಕ ರತ್ನ ನೀಡುವಂತೆ 15 ವರ್ಷಗಳಿಂದ ಅಭಿಮಾನಿಗಳು ಸಲ್ಲಿಸುತ್ತಿದ್ದ ಮನವಿಗೆ ಸರ್ಕಾರ ಸ್ಪಂದಿಸಿದೆ ಎಂದರು. xyxy=(84,777,274,1028)
census-rule xyxy=(84,1847,1067,1849)
headline: ನಮ್ಮ ಕ್ಲಿನಿಕ್‌ಗಳಿಗೆ ಔಷಧಿ ಖರೀದಿಗೆ ಅನುದಾನ ಬಿಡುಗಡೆ xyxy=(84,139,327,250)
headline: ಬ್ರಿಟನ್‌ನಲ್ಲಿ ಸಿಖ್ ಮಹಿಳೆ ಮೇಲೆ ಗ್ಯಾಂಗ್ ರೇಪ್ xyxy=(566,1939,794,1981)
crowd xyxy=(491,820,1065,908)
body: ಐಜ್ವಾಲ್: ಪ್ರಧಾನಿ ನರೇಂದ್ರ ಮೋದಿ ಮಿಜೋರಾಂನಲ್ಲಿ 8,070 ಕೋಟಿ ರೂ. ವೆಚ್ಚದ ಬೈರಾಬಿ-ಸೈರಂಗ್ ರೈಲು ಮಾರ್ಗ ಉದ್ಘಾಟಿಸಿ, ರಾಜ್ಯದ ಮೊದಲ ರಾಜಧಾನಿ ಎಕ್ಸ್‌ಪ್ರೆಸ್ ರೈಲಿಗೆ ಹಸಿರು ನಿಶಾನೆ ತೋರಿದರು. ಈ ರೈಲು ಮಾರ್ಗವು ಐಜ್ವಾಲ್ ಅನ್ನು ದೇಶದ ರೈಲು ಜಾಲಕ್ಕೆ ಸಂಪರ್ಕಿಸುತ್ತದೆ. 45 ಸುರಂಗಗಳು, 55 ಪ್ರಮುಖ ಸೇತುವೆಗಳು ಈ ಮಾರ್ಗದಲ್ಲಿವೆ. xyxy=(820,1988,1107,2129)
world-label-text: ದೇಶ - ವಿದೇಶ xyxy=(121,1940,262,1974)
world-divider xyxy=(814,1938,815,2294)
col-divider xyxy=(1071,697,1072,1351)
story-writing xyxy=(84,1084,482,1491)
school-banner: ROTARY WEST SCHOOL xyxy=(178,1545,389,1574)
section-title: ಮೈಸೂರು ನಗರ xyxy=(222,83,385,120)
story-rajkumar xyxy=(491,1342,1069,1843)
caption: 2024-25ನೇ ಸಾಲಿನ ದ್ವಿತೀಯ ಪಿಯುಸಿ ಪರೀಕ್ಷೆಯಲ್ಲಿ 592/600 ಅಂಕ ಗಳಿಸಿ, ಇಲಾಖೆಯ ವಾರ್ಷಿಕ ಪರೀಕ್ಷೆಯಲ್ಲಿ ರಾಜ್ಯಕ್ಕೆ ಪ್ರಥಮ ಸ್ಥಾನ ಪಡೆದ ವಿದ್ಯಾರ್ಥಿಯನ್ನು ಅಭಿನಂದಿಸಲಾಯಿತು. xyxy=(491,1207,759,1256)
story-vishnu xyxy=(84,697,482,1078)
col-divider xyxy=(486,697,487,1926)
story-dasara xyxy=(680,137,1480,687)
col1: ಮೈಸೂರು, ಸೆ.13(ಜಿಎ)-ದಸರಾ ಕುಸ್ತಿ ಪಂದ್ಯಾವಳಿಯಲ್ಲಿ ನಕಲಿ ಜನ್ಮದಿನಾಂಕ ನೀಡಿ ಕುಸ್ತಿಪಟುಗಳು ಭಾಗವಹಿಸುತ್ತಿದ್ದು, ಇದನ್ನು ತಡೆಯಲು ತಂತ್ರಜ್ಞಾನದ ಮೂಲಕ ವಯೋಮಿತಿ ಪರಿಶೀಲನೆ ನಡೆಸಬೇಕು ಎಂದು ಕರ್ನಾಟಕ ರಕ್ಷಣಾ ವೇದಿಕೆಯ ಜಿಲ್ಲಾಧ್ಯಕ್ಷ ಆಗ್ರಹಿಸಿದ್ದಾರೆ. ಕುಸ್ತಿ ಪಂದ್ಯಾವಳಿಯಲ್ಲಿ ಭಾಗವಹಿಸುವ ಬಾಲಕರು, ಬಾಲಕಿಯರು, ಮಹಿಳೆಯರ ವಯಸ್ಸನ್ನು ಪರಿಶೀಲಿಸಲು ಎಕ್ಸ್‌ರೇ ಪರೀಕ್ಷೆ ಕಡ್ಡಾಯಗೊಳಿಸಬೇಕು. xyxy=(1076,801,1271,992)
headline-line2: ನಕಲಿ ಜನ್ಮದಿನಾಂಕದ ಆತಂಕ xyxy=(1152,734,1404,767)
subhead: ತಂತ್ರಜ್ಞಾನದ ಮೂಲಕ ವಯೋಮಿತಿ ಪರಿಶೀಲನೆಗೆ ಆಗ್ರಹ xyxy=(1150,772,1407,789)
